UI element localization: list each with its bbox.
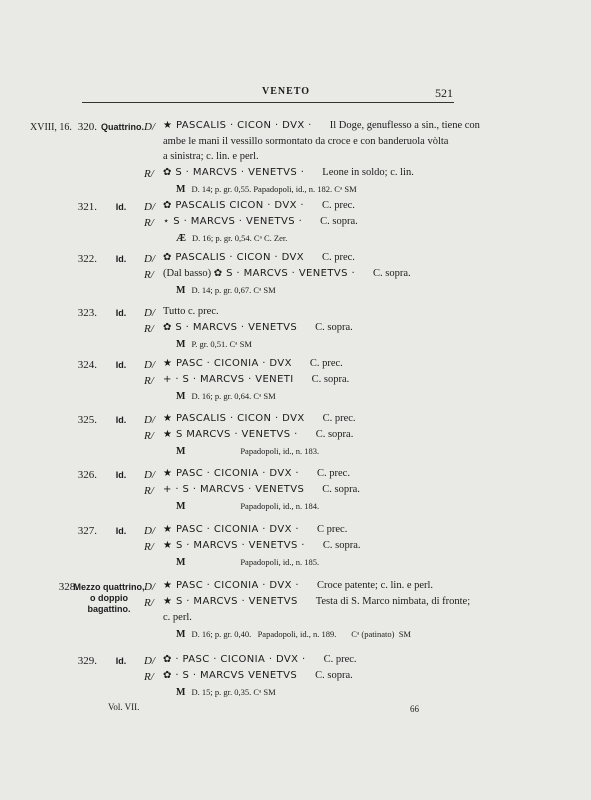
- obverse-line: [163, 306, 219, 317]
- reverse-line: [163, 322, 353, 333]
- reverse-description: C. sopra.: [322, 540, 361, 551]
- obverse-line: [163, 654, 357, 665]
- reverse-mark: R/: [144, 323, 154, 335]
- reverse-legend: ✿ S · MARCVS · VENETVS ·: [213, 268, 356, 279]
- entry-number: 321.: [77, 201, 97, 213]
- reverse-mark: R/: [144, 375, 154, 387]
- reverse-mark: R/: [144, 269, 154, 281]
- reverse-mark: R/: [144, 217, 154, 229]
- entry-number: 324.: [77, 359, 97, 371]
- obverse-description-cont: a sinistra; c. lin. e perl.: [163, 151, 259, 162]
- reverse-legend: ✿ S · MARCVS · VENETVS ·: [163, 167, 305, 178]
- reverse-mark: R/: [144, 597, 154, 609]
- obverse-description: C. prec.: [317, 468, 350, 479]
- meta-text: Papadopoli, id., n. 183.: [191, 446, 320, 456]
- metal-mark: Æ: [176, 233, 186, 244]
- denomination: Quattrino.: [101, 122, 144, 132]
- reverse-mark: R/: [144, 485, 154, 497]
- entry-meta: [176, 391, 276, 402]
- reverse-description: C. sopra.: [315, 670, 353, 681]
- entry-number: 329.: [77, 655, 97, 667]
- reverse-description: Testa di S. Marco nimbata, di fronte;: [315, 596, 471, 607]
- metal-mark: M: [176, 285, 186, 296]
- page-number: 521: [435, 86, 453, 100]
- reverse-line: [163, 670, 353, 681]
- metal-mark: M: [176, 184, 186, 195]
- reverse-line: [163, 540, 361, 551]
- obverse-line: [163, 358, 343, 369]
- entry-meta: [176, 285, 276, 296]
- obverse-legend: ★ PASC · CICONIA · DVX ·: [163, 468, 300, 479]
- obverse-description: Croce patente; c. lin. e perl.: [317, 580, 434, 591]
- entry-number: 326.: [77, 469, 97, 481]
- denomination: Id.: [115, 415, 127, 425]
- obverse-line: [163, 120, 480, 131]
- reverse-line: [163, 167, 414, 178]
- reverse-legend: ★ S · MARCVS · VENETVS ·: [163, 540, 305, 551]
- reverse-line: [163, 484, 360, 495]
- obverse-line: [163, 252, 355, 263]
- reverse-mark: R/: [144, 430, 154, 442]
- entry-meta: [176, 446, 319, 457]
- obverse-mark: D/: [144, 121, 155, 133]
- reverse-description: C. sopra.: [320, 216, 358, 227]
- meta-text: D. 16; p. gr. 0,64. Cᵃ SM: [191, 391, 276, 401]
- entry-meta: [176, 501, 319, 512]
- metal-mark: M: [176, 557, 186, 568]
- meta-text: D. 14; p. gr. 0,67. Cᵃ SM: [191, 285, 276, 295]
- meta-text: D. 14; p. gr. 0,55. Papadopoli, id., n. 182. Cᵃ SM: [191, 184, 357, 194]
- reverse-legend: + · S · MARCVS · VENETVS: [163, 484, 305, 495]
- meta-text: Papadopoli, id., n. 185.: [191, 557, 320, 567]
- entry-meta: [176, 339, 252, 350]
- reverse-legend: ★ S · MARCVS · VENETVS: [163, 596, 298, 607]
- obverse-line: [163, 468, 350, 479]
- reverse-description-cont: c. perl.: [163, 612, 192, 623]
- obverse-line: [163, 580, 433, 591]
- reverse-prefix: (Dal basso): [163, 268, 212, 279]
- obverse-mark: D/: [144, 414, 155, 426]
- meta-text: P. gr. 0,51. Cᵃ SM: [191, 339, 252, 349]
- denomination: Id.: [115, 656, 127, 666]
- reverse-line: [163, 429, 353, 440]
- metal-mark: M: [176, 687, 186, 698]
- obverse-description: C. prec.: [321, 252, 355, 263]
- section-reference: XVIII, 16.: [30, 122, 72, 133]
- obverse-line: [163, 413, 356, 424]
- volume-label: Vol. VII.: [108, 702, 140, 712]
- entry-meta: [176, 687, 276, 698]
- obverse-legend: ✿ PASCALIS · CICON · DVX: [163, 252, 304, 263]
- reverse-legend: + · S · MARCVS · VENETI: [163, 374, 294, 385]
- meta-text: Papadopoli, id., n. 184.: [191, 501, 320, 511]
- obverse-mark: D/: [144, 655, 155, 667]
- reverse-legend: ✿ · S · MARCVS VENETVS: [163, 670, 298, 681]
- reverse-legend: ★ S MARCVS · VENETVS ·: [163, 429, 298, 440]
- reverse-legend: ⋆ S · MARCVS · VENETVS ·: [163, 216, 303, 227]
- meta-text: D. 16; p. gr. 0,40. Papadopoli, id., n. 189. Cᵃ (patinato) SM: [191, 629, 411, 639]
- reverse-line: [163, 216, 358, 227]
- entry-number: 320.: [77, 121, 97, 133]
- obverse-description: C. prec.: [321, 200, 355, 211]
- obverse-description: C. prec.: [323, 654, 357, 665]
- denomination: Id.: [115, 526, 127, 536]
- entry-meta: [176, 184, 357, 195]
- obverse-description: Tutto c. prec.: [163, 306, 219, 317]
- obverse-description: C prec.: [317, 524, 348, 535]
- reverse-description: C. sopra.: [315, 429, 354, 440]
- denomination: Mezzo quattrino, o doppio bagattino.: [73, 582, 145, 614]
- obverse-mark: D/: [144, 525, 155, 537]
- obverse-line: [163, 200, 355, 211]
- metal-mark: M: [176, 501, 186, 512]
- obverse-legend: ★ PASCALIS · CICON · DVX: [163, 413, 305, 424]
- obverse-legend: ★ PASC · CICONIA · DVX ·: [163, 524, 300, 535]
- reverse-legend: ✿ S · MARCVS · VENETVS: [163, 322, 298, 333]
- denomination: Id.: [115, 254, 127, 264]
- obverse-legend: ★ PASC · CICONIA · DVX ·: [163, 580, 300, 591]
- meta-text: D. 15; p. gr. 0,35. Cᵃ SM: [191, 687, 276, 697]
- running-head: VENETO: [261, 86, 311, 97]
- reverse-description: C. sopra.: [311, 374, 350, 385]
- reverse-description: C. sopra.: [373, 268, 411, 279]
- metal-mark: M: [176, 339, 186, 350]
- obverse-description: C. prec.: [322, 413, 356, 424]
- reverse-description: Leone in soldo; c. lin.: [322, 167, 414, 178]
- reverse-description: C. sopra.: [315, 322, 353, 333]
- obverse-mark: D/: [144, 359, 155, 371]
- metal-mark: M: [176, 391, 186, 402]
- denomination: Id.: [115, 470, 127, 480]
- entry-number: 325.: [77, 414, 97, 426]
- obverse-line: [163, 524, 347, 535]
- entry-number: 328.: [58, 581, 78, 593]
- reverse-description: C. sopra.: [322, 484, 360, 495]
- meta-text: D. 16; p. gr. 0,54. Cᵃ C. Zer.: [192, 233, 288, 243]
- obverse-description-cont: ambe le mani il vessillo sormontato da croce e con banderuola vòlta: [163, 136, 449, 147]
- obverse-mark: D/: [144, 253, 155, 265]
- header-rule: [82, 102, 454, 103]
- reverse-line: [163, 268, 411, 279]
- denomination: Id.: [115, 360, 127, 370]
- metal-mark: M: [176, 446, 186, 457]
- obverse-description: C. prec.: [309, 358, 343, 369]
- obverse-legend: ★ PASC · CICONIA · DVX: [163, 358, 292, 369]
- reverse-mark: R/: [144, 541, 154, 553]
- obverse-legend: ✿ PASCALIS CICON · DVX ·: [163, 200, 304, 211]
- denomination: Id.: [115, 308, 127, 318]
- entry-meta: [176, 629, 411, 640]
- obverse-legend: ★ PASCALIS · CICON · DVX ·: [163, 120, 312, 131]
- entry-meta: [176, 557, 319, 568]
- reverse-line: [163, 374, 349, 385]
- entry-number: 322.: [77, 253, 97, 265]
- signature-mark: 66: [410, 704, 419, 714]
- obverse-legend: ✿ · PASC · CICONIA · DVX ·: [163, 654, 306, 665]
- obverse-mark: D/: [144, 307, 155, 319]
- reverse-mark: R/: [144, 671, 154, 683]
- entry-meta: [176, 233, 287, 244]
- entry-number: 323.: [77, 307, 97, 319]
- reverse-line: [163, 596, 470, 607]
- obverse-mark: D/: [144, 469, 155, 481]
- obverse-mark: D/: [144, 581, 155, 593]
- obverse-description: Il Doge, genuflesso a sin., tiene con: [329, 120, 480, 131]
- reverse-mark: R/: [144, 168, 154, 180]
- entry-number: 327.: [77, 525, 97, 537]
- obverse-mark: D/: [144, 201, 155, 213]
- denomination: Id.: [115, 202, 127, 212]
- metal-mark: M: [176, 629, 186, 640]
